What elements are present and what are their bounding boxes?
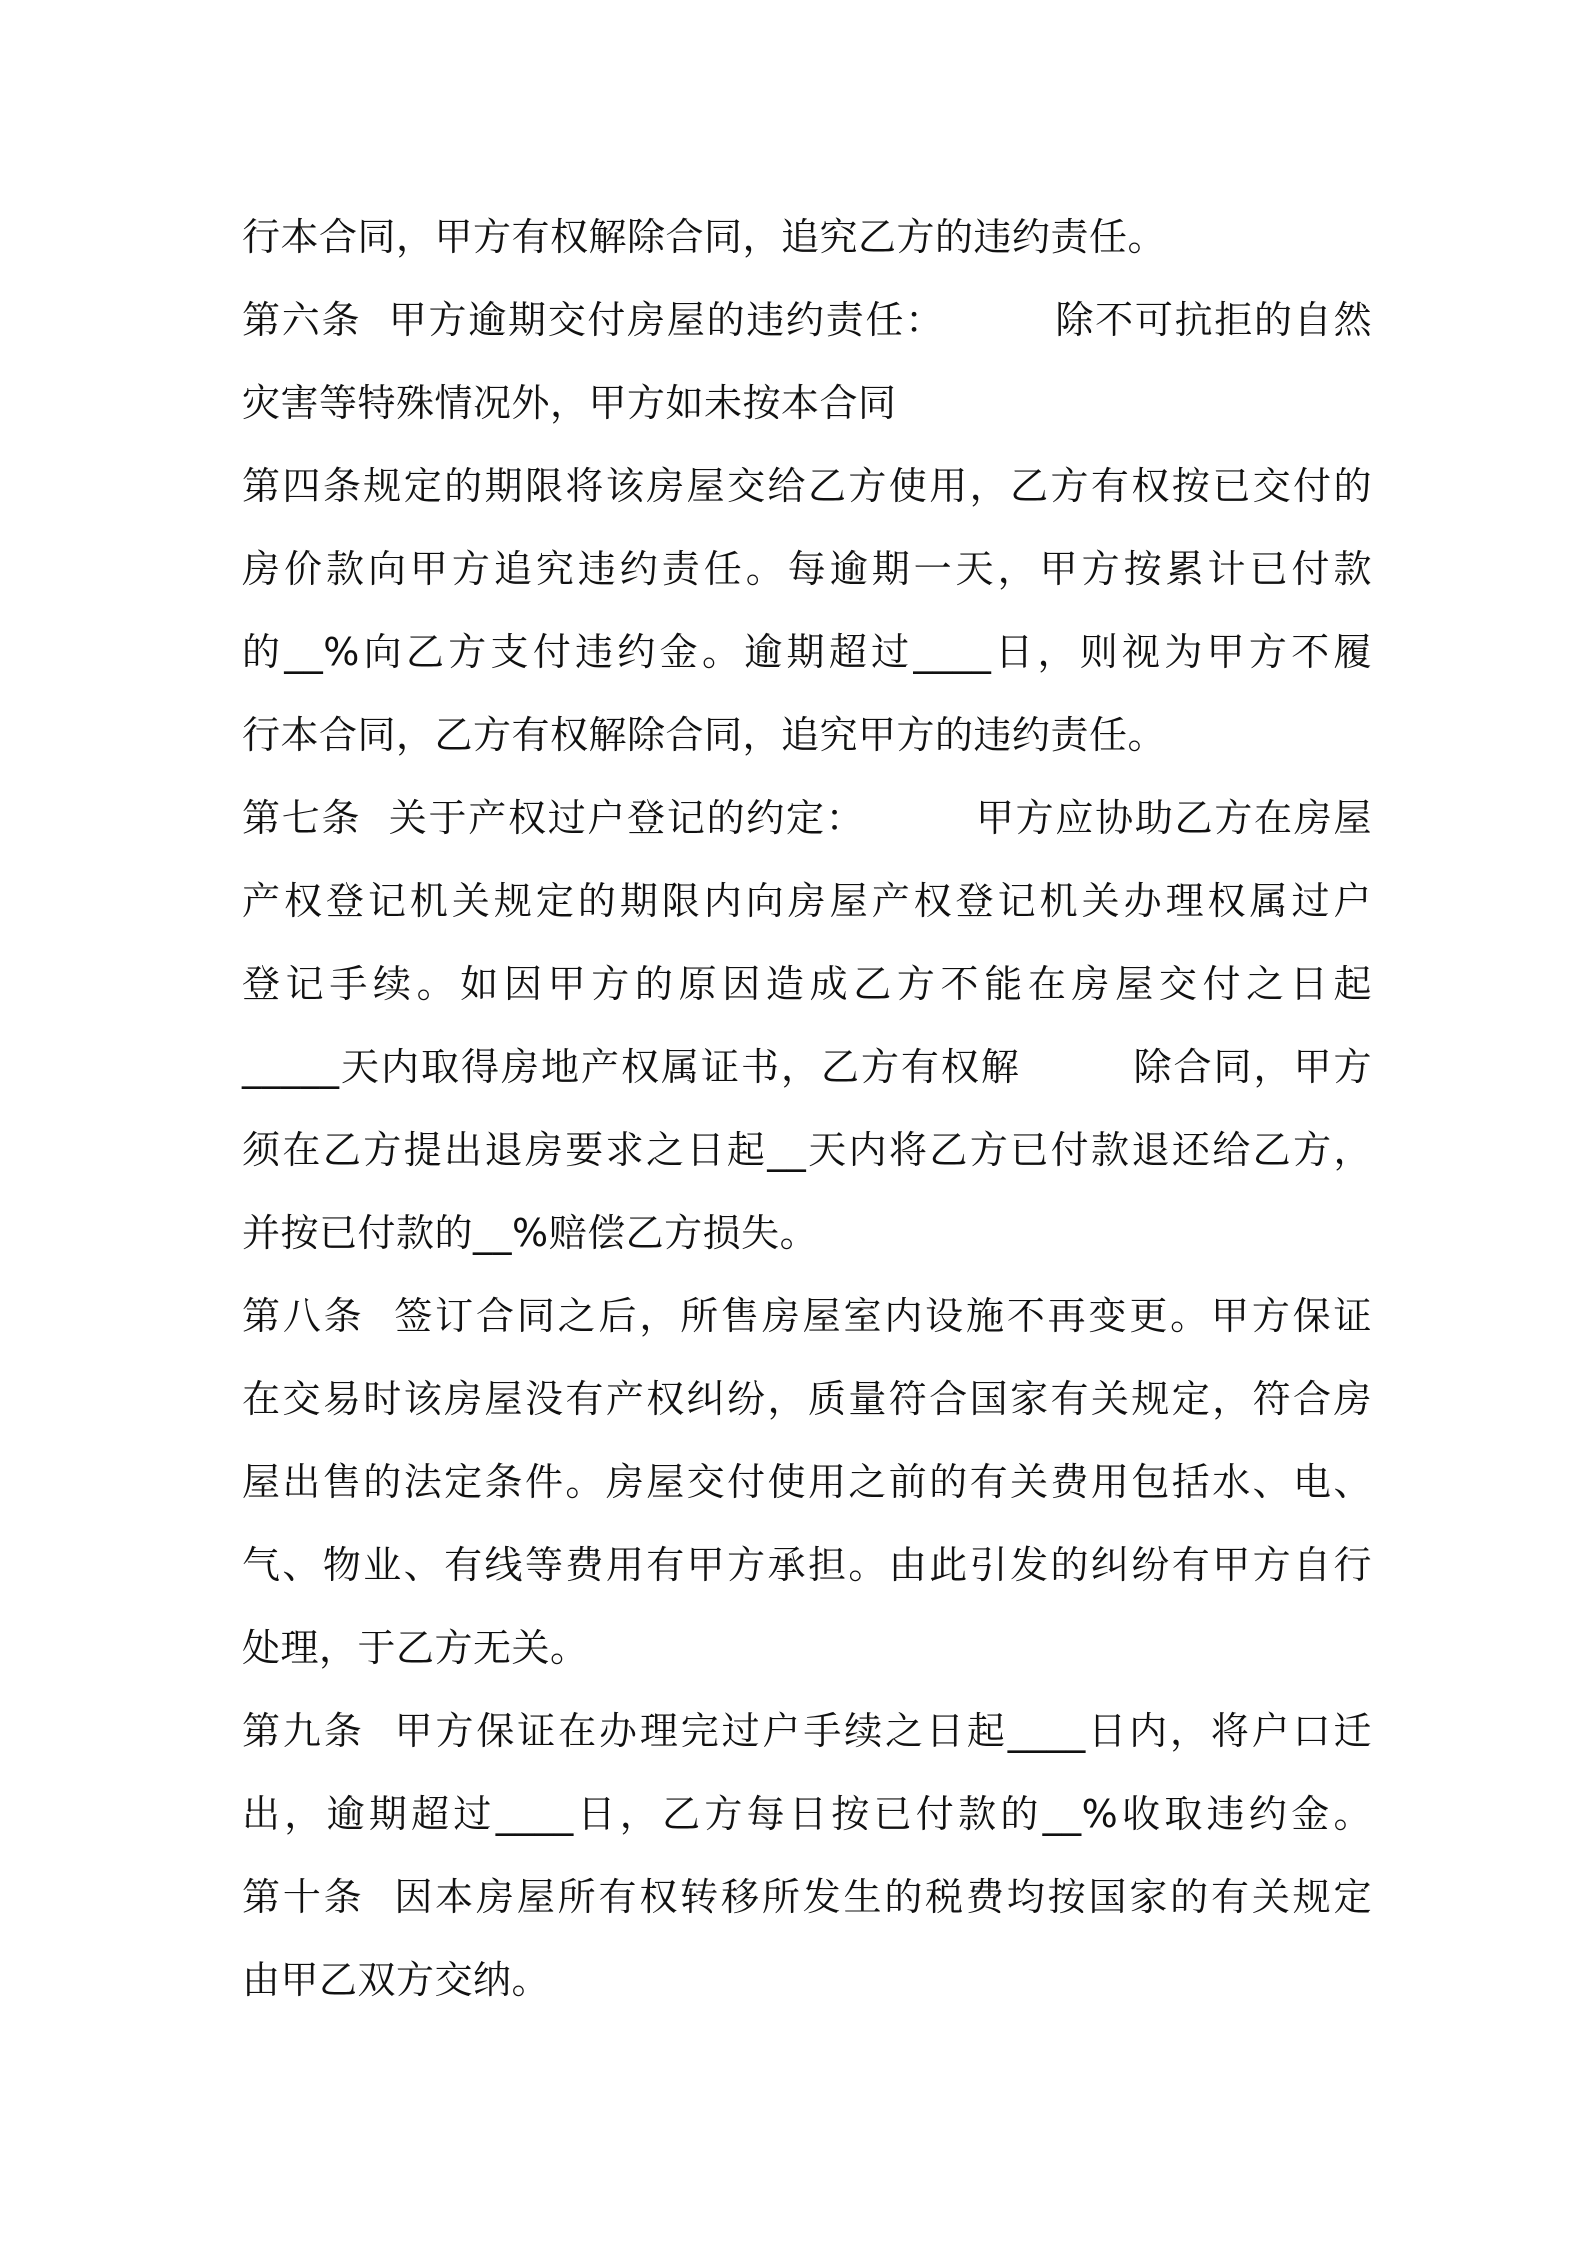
text-line: 灾害等特殊情况外，甲方如未按本合同 <box>242 381 897 425</box>
text-line: 在交易时该房屋没有产权纠纷，质量符合国家有关规定，符合房 <box>242 1377 1372 1421</box>
text-line: 登记手续。如因甲方的原因造成乙方不能在房屋交付之日起 <box>242 962 1372 1006</box>
text-line: 的__%向乙方支付违约金。逾期超过____日，则视为甲方不履 <box>242 630 1372 674</box>
contract-body <box>242 196 1372 2022</box>
text-line: 须在乙方提出退房要求之日起__天内将乙方已付款退还给乙方， <box>242 1128 1372 1172</box>
text-line: 屋出售的法定条件。房屋交付使用之前的有关费用包括水、电、 <box>242 1460 1372 1504</box>
text-line: _____天内取得房地产权属证书，乙方有权解 除合同，甲方 <box>242 1045 1372 1089</box>
article-9-heading: 第九条 甲方保证在办理完过户手续之日起____日内，将户口迁 <box>242 1709 1372 1753</box>
text-line: 由甲乙双方交纳。 <box>242 1958 551 2002</box>
text-line: 并按已付款的__%赔偿乙方损失。 <box>242 1211 819 1255</box>
article-7-heading: 第七条 关于产权过户登记的约定： 甲方应协助乙方在房屋 <box>242 796 1372 840</box>
text-line: 房价款向甲方追究违约责任。每逾期一天，甲方按累计已付款 <box>242 547 1372 591</box>
article-6-heading: 第六条 甲方逾期交付房屋的违约责任： 除不可抗拒的自然 <box>242 298 1372 342</box>
article-8-heading: 第八条 签订合同之后，所售房屋室内设施不再变更。甲方保证 <box>242 1294 1372 1338</box>
text-line: 行本合同，乙方有权解除合同，追究甲方的违约责任。 <box>242 713 1167 757</box>
text-line: 出，逾期超过____日，乙方每日按已付款的__%收取违约金。 <box>242 1792 1372 1836</box>
article-10-heading: 第十条 因本房屋所有权转移所发生的税费均按国家的有关规定 <box>242 1875 1372 1919</box>
text-line: 产权登记机关规定的期限内向房屋产权登记机关办理权属过户 <box>242 879 1372 923</box>
text-line: 行本合同，甲方有权解除合同，追究乙方的违约责任。 <box>242 215 1167 259</box>
text-line: 第四条规定的期限将该房屋交给乙方使用，乙方有权按已交付的 <box>242 464 1372 508</box>
text-line: 处理，于乙方无关。 <box>242 1626 589 1670</box>
text-line: 气、物业、有线等费用有甲方承担。由此引发的纠纷有甲方自行 <box>242 1543 1372 1587</box>
